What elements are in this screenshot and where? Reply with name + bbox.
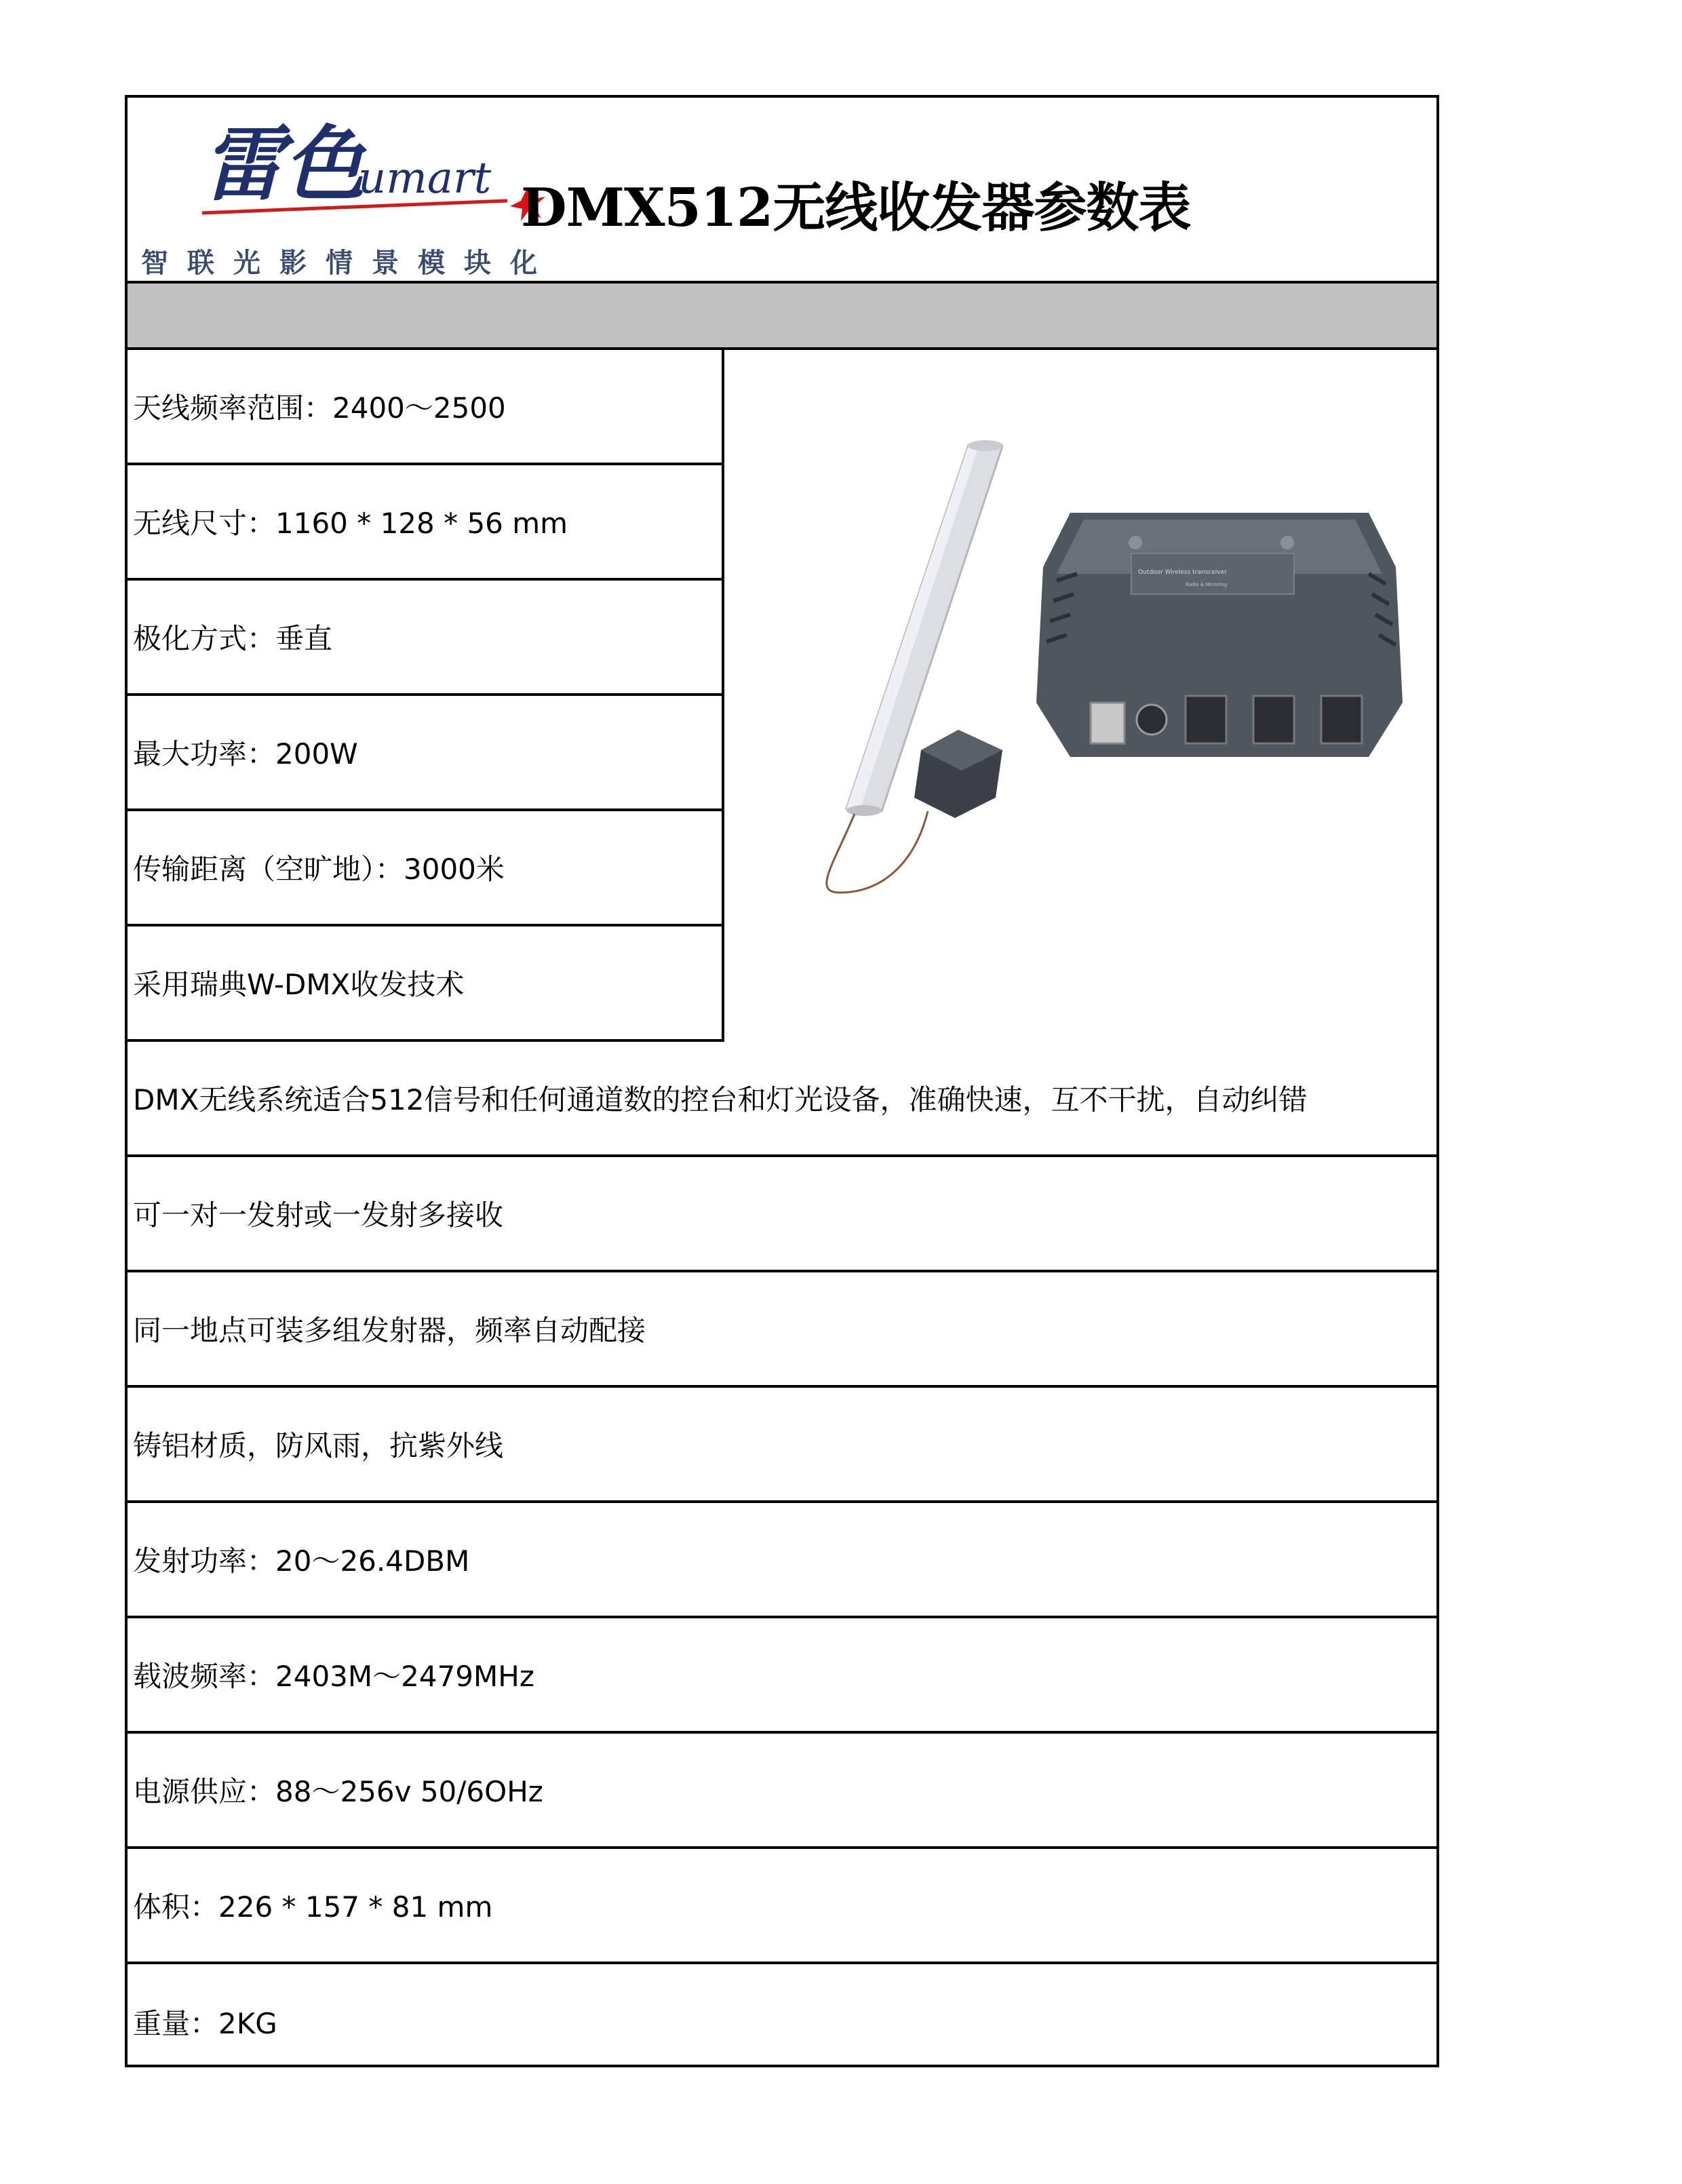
- svg-text:umart: umart: [358, 153, 492, 203]
- spec-row-carrier-frequency: 载波频率：2403M～2479MHz: [128, 1618, 1436, 1734]
- spec-row-transmission-mode: 可一对一发射或一发射多接收: [128, 1157, 1436, 1272]
- spec-row-distance: 传输距离（空旷地）：3000米: [128, 811, 724, 927]
- page-title: DMX512无线收发器参数表: [521, 177, 1191, 239]
- spec-row-technology: 采用瑞典W-DMX收发技术: [128, 927, 724, 1042]
- product-image: [724, 350, 1436, 1039]
- spec-row-max-power: 最大功率：200W: [128, 696, 724, 811]
- spec-sheet: [125, 95, 1439, 2067]
- device-label-1: Outdoor Wireless transceiver: [1138, 569, 1227, 576]
- spec-row-antenna-frequency: 天线频率范围：2400～2500: [128, 350, 724, 465]
- small-transceiver-image: [914, 730, 1002, 818]
- device-label-2: Radio & Mirroring: [1186, 582, 1228, 587]
- spec-row-polarization: 极化方式：垂直: [128, 581, 724, 696]
- spec-row-transmit-power: 发射功率：20～26.4DBM: [128, 1503, 1436, 1618]
- spec-row-volume: 体积：226 * 157 * 81 mm: [128, 1849, 1436, 1964]
- svg-text:雷色: 雷色: [202, 117, 365, 212]
- spec-row-power-supply: 电源供应：88～256v 50/6OHz: [128, 1734, 1436, 1849]
- slogan: 智联光影情景模块化: [141, 247, 556, 279]
- large-transceiver-image: [1036, 513, 1403, 757]
- spec-row-system-description: DMX无线系统适合512信号和任何通道数的控台和灯光设备，准确快速，互不干扰，自动纠错: [128, 1042, 1436, 1157]
- product-image-cell: [724, 350, 1436, 1039]
- antenna-cable: [827, 811, 928, 893]
- spec-row-material: 铸铝材质，防风雨，抗紫外线: [128, 1388, 1436, 1503]
- section-band: [128, 281, 1436, 350]
- spec-row-antenna-size: 无线尺寸：1160 * 128 * 56 mm: [128, 465, 724, 581]
- spec-row-weight: 重量：2KG: [133, 2007, 277, 2040]
- sheet-header: [128, 98, 1436, 281]
- spec-row-multi-transmitter: 同一地点可装多组发射器，频率自动配接: [128, 1272, 1436, 1388]
